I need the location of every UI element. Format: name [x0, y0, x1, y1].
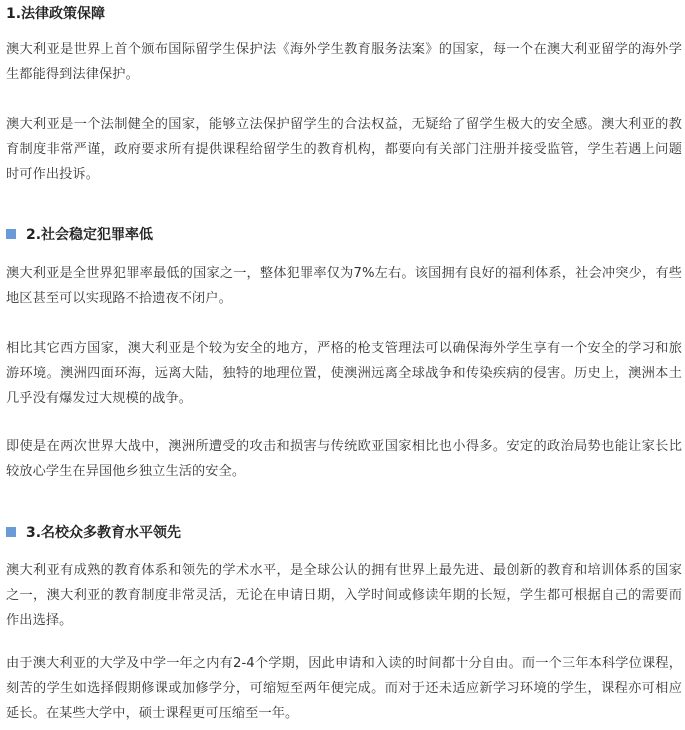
- section-heading-text: 1.法律政策保障: [6, 6, 106, 22]
- section-heading-safety: [6, 225, 153, 245]
- section-heading-text: 3.名校众多教育水平领先: [26, 525, 182, 541]
- square-bullet-icon: [6, 229, 16, 239]
- paragraph: 由于澳大利亚的大学及中学一年之内有2-4个学期，因此申请和入读的时间都十分自由。而一个三年本科学位课程，刻苦的学生如选择假期修课或加修学分，可缩短至两年便完成。而对于还未适应新学习环境的学生，课程亦可相应延长。在某些大学中，硕士课程更可压缩至一年。: [6, 656, 682, 721]
- paragraph: 即使是在两次世界大战中，澳洲所遭受的攻击和损害与传统欧亚国家相比也小得多。安定的政治局势也能让家长比较放心学生在异国他乡独立生活的安全。: [6, 439, 682, 479]
- section-heading-legal: [6, 4, 105, 24]
- paragraph: 相比其它西方国家，澳大利亚是个较为安全的地方，严格的枪支管理法可以确保海外学生享有一个安全的学习和旅游环境。澳洲四面环海，远离大陆，独特的地理位置，使澳洲远离全球战争和传染疾病的侵害。历史上，澳洲本土几乎没有爆发过大规模的战争。: [6, 341, 682, 406]
- square-bullet-icon: [6, 527, 16, 537]
- paragraph: 澳大利亚是全世界犯罪率最低的国家之一，整体犯罪率仅为7%左右。该国拥有良好的福利体系，社会冲突少，有些地区甚至可以实现路不拾遗夜不闭户。: [6, 266, 682, 306]
- paragraph: 澳大利亚是一个法制健全的国家，能够立法保护留学生的合法权益，无疑给了留学生极大的安全感。澳大利亚的教育制度非常严谨，政府要求所有提供课程给留学生的教育机构，都要向有关部门注册并接受监管，学生若遇上问题时可作出投诉。: [6, 117, 682, 182]
- section-heading-text: 2.社会稳定犯罪率低: [26, 227, 154, 243]
- paragraph: 澳大利亚有成熟的教育体系和领先的学术水平，是全球公认的拥有世界上最先进、最创新的教育和培训体系的国家之一，澳大利亚的教育制度非常灵活，无论在申请日期，入学时间或修读年期的长短，学生都可根据自己的需要而作出选择。: [6, 563, 682, 628]
- paragraph: 澳大利亚是世界上首个颁布国际留学生保护法《海外学生教育服务法案》的国家，每一个在澳大利亚留学的海外学生都能得到法律保护。: [6, 42, 682, 82]
- section-heading-education: [6, 523, 181, 543]
